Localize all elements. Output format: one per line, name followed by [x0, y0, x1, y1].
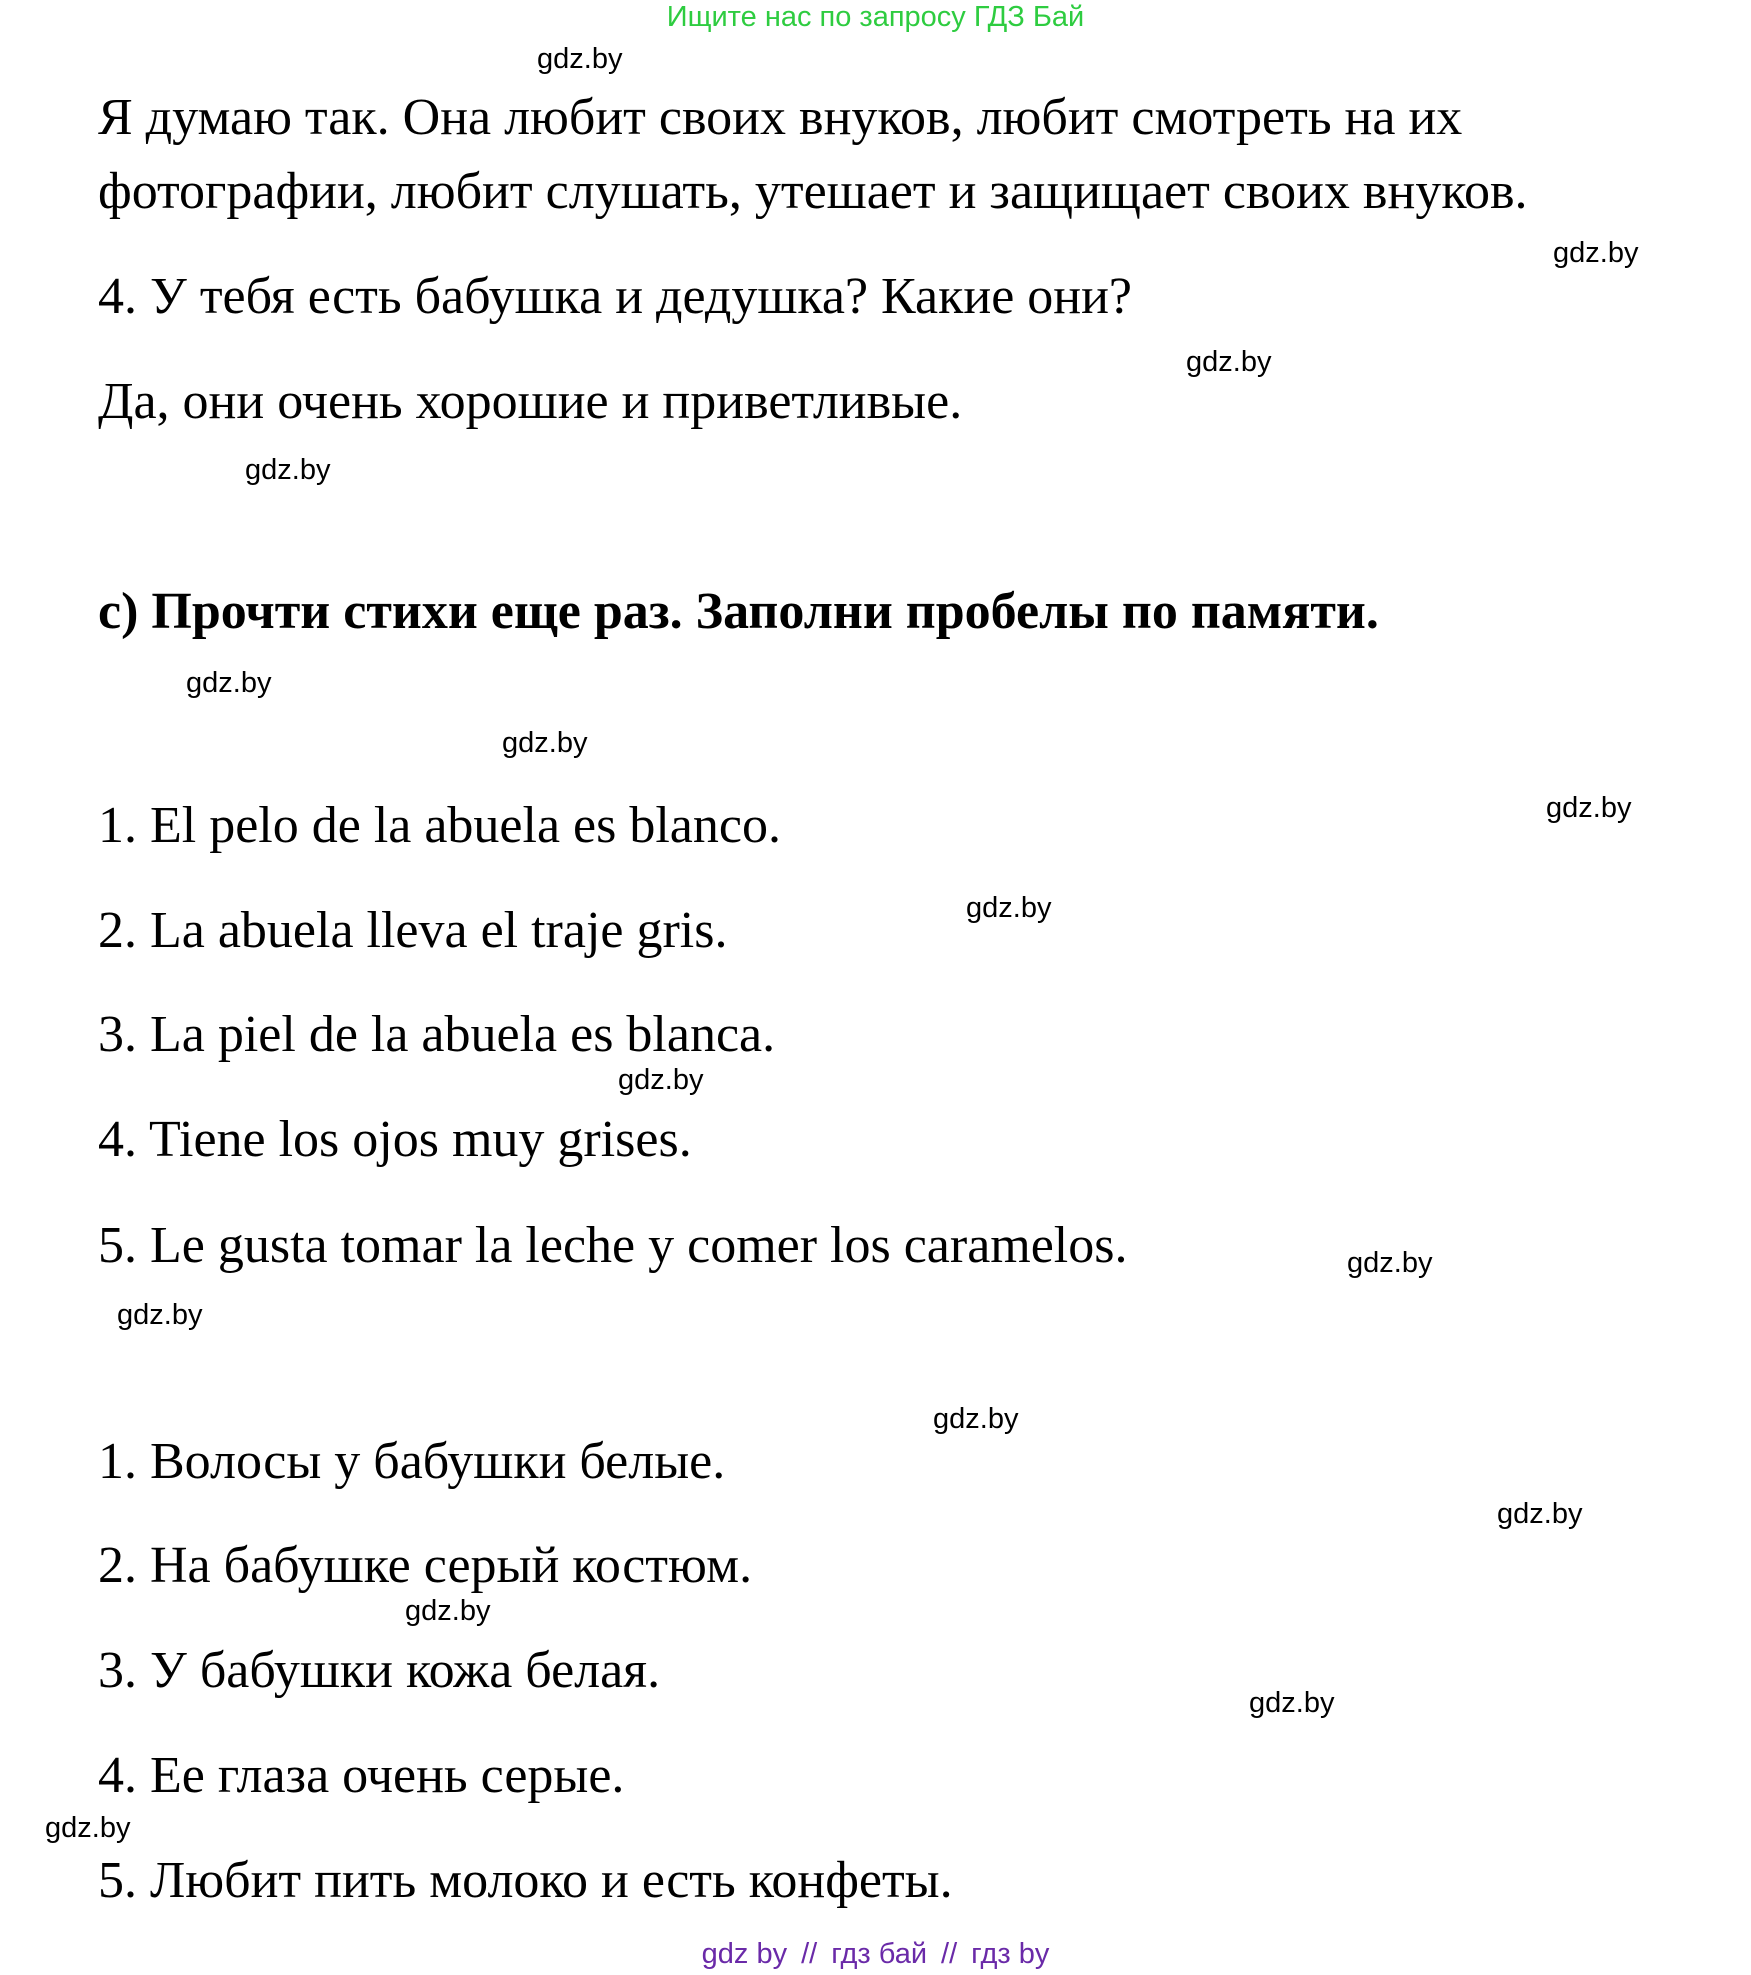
russian-sentence-4: 4. Ее глаза очень серые.: [98, 1747, 625, 1804]
spanish-sentence-4: 4. Tiene los ojos muy grises.: [98, 1111, 692, 1168]
section-c-heading: c) Прочти стихи еще раз. Заполни пробелы по памяти.: [98, 583, 1379, 640]
site-banner[interactable]: Ищите нас по запросу ГДЗ Бай: [666, 1, 1085, 33]
watermark: gdz.by: [1553, 237, 1639, 269]
russian-sentence-3: 3. У бабушки кожа белая.: [98, 1642, 661, 1699]
watermark: gdz.by: [117, 1299, 203, 1331]
spanish-sentence-2: 2. La abuela lleva el traje gris.: [98, 902, 728, 959]
spanish-sentence-1: 1. El pelo de la abuela es blanco.: [98, 797, 781, 854]
watermark: gdz.by: [966, 892, 1052, 924]
footer-link-gdz-by[interactable]: gdz by: [701, 1938, 788, 1970]
spanish-sentence-3: 3. La piel de la abuela es blanca.: [98, 1006, 776, 1063]
watermark: gdz.by: [405, 1595, 491, 1627]
answer-4: Да, они очень хорошие и приветливые.: [98, 373, 963, 430]
watermark: gdz.by: [1249, 1687, 1335, 1719]
footer-link-gdz-bai[interactable]: гдз бай: [831, 1938, 928, 1970]
watermark: gdz.by: [537, 43, 623, 75]
russian-sentence-2: 2. На бабушке серый костюм.: [98, 1537, 753, 1594]
watermark: gdz.by: [186, 667, 272, 699]
footer-separator: //: [801, 1938, 818, 1970]
answer-3-line-2: фотографии, любит слушать, утешает и защищает своих внуков.: [98, 163, 1528, 220]
watermark: gdz.by: [1347, 1247, 1433, 1279]
question-4: 4. У тебя есть бабушка и дедушка? Какие они?: [98, 268, 1133, 325]
footer-link-gdz-by-mixed[interactable]: гдз by: [971, 1938, 1050, 1970]
watermark: gdz.by: [1546, 792, 1632, 824]
watermark: gdz.by: [1186, 346, 1272, 378]
footer-separator: //: [941, 1938, 958, 1970]
russian-sentence-1: 1. Волосы у бабушки белые.: [98, 1433, 726, 1490]
watermark: gdz.by: [45, 1812, 131, 1844]
watermark: gdz.by: [502, 727, 588, 759]
watermark: gdz.by: [618, 1064, 704, 1096]
watermark: gdz.by: [933, 1403, 1019, 1435]
watermark: gdz.by: [245, 454, 331, 486]
russian-sentence-5: 5. Любит пить молоко и есть конфеты.: [98, 1852, 953, 1909]
watermark: gdz.by: [1497, 1498, 1583, 1530]
site-footer: [0, 1937, 1751, 1971]
spanish-sentence-5: 5. Le gusta tomar la leche y comer los caramelos.: [98, 1217, 1128, 1274]
answer-3-line-1: Я думаю так. Она любит своих внуков, любит смотреть на их: [98, 89, 1463, 146]
